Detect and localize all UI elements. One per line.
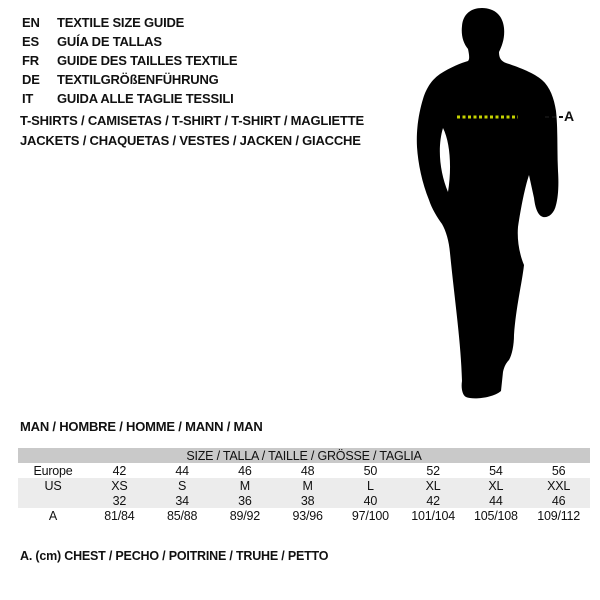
- man-silhouette-icon: [405, 5, 575, 405]
- table-cell: 85/88: [166, 508, 198, 523]
- section-title-man: MAN / HOMBRE / HOMME / MANN / MAN: [20, 419, 263, 434]
- table-cell: 81/84: [104, 508, 135, 523]
- language-title: GUÍA DE TALLAS: [57, 34, 162, 49]
- table-cell: 34: [151, 493, 214, 508]
- table-cell: L: [339, 478, 402, 493]
- language-code: EN: [22, 15, 40, 30]
- category-jackets: JACKETS / CHAQUETAS / VESTES / JACKEN / GIACCHE: [20, 133, 361, 148]
- table-cell: 93/96: [292, 508, 323, 523]
- language-code: ES: [22, 34, 39, 49]
- table-cell: 101/104: [411, 508, 456, 523]
- row-label: [18, 493, 88, 508]
- measurement-footnote: A. (cm) CHEST / PECHO / POITRINE / TRUHE / PETTO: [20, 549, 329, 563]
- table-cell: 40: [339, 493, 402, 508]
- table-row-europe: [18, 463, 590, 478]
- table-cell: M: [276, 478, 339, 493]
- row-label: Europe: [33, 463, 73, 478]
- table-header: SIZE / TALLA / TAILLE / GRÖSSE / TAGLIA: [18, 448, 590, 463]
- language-row: [22, 32, 237, 51]
- row-label: US: [18, 478, 88, 493]
- table-header-row: [18, 448, 590, 463]
- table-row-chest: [18, 508, 590, 523]
- language-title: TEXTILGRÖßENFÜHRUNG: [57, 72, 219, 87]
- row-label: A: [48, 508, 58, 523]
- table-cell: 109/112: [537, 508, 581, 523]
- language-title: TEXTILE SIZE GUIDE: [57, 15, 185, 30]
- table-row-us: [18, 478, 590, 493]
- table-cell: XS: [88, 478, 151, 493]
- table-cell: 48: [300, 463, 315, 478]
- language-row: [22, 89, 237, 108]
- language-row: [22, 13, 237, 32]
- man-silhouette-figure: [405, 5, 575, 405]
- language-code: DE: [22, 72, 40, 87]
- language-row: [22, 51, 237, 70]
- category-tshirts: T-SHIRTS / CAMISETAS / T-SHIRT / T-SHIRT / MAGLIETTE: [20, 113, 364, 128]
- size-table: [18, 448, 590, 523]
- language-row: [22, 70, 237, 89]
- table-cell: 46: [238, 463, 252, 478]
- table-cell: 97/100: [351, 508, 389, 523]
- table-cell: 46: [527, 493, 590, 508]
- table-cell: 42: [402, 493, 465, 508]
- table-cell: 44: [465, 493, 528, 508]
- table-cell: XL: [402, 478, 465, 493]
- table-cell: 89/92: [229, 508, 261, 523]
- language-code: IT: [22, 91, 34, 106]
- language-title: GUIDE DES TAILLES TEXTILE: [57, 53, 238, 68]
- table-cell: 42: [112, 463, 127, 478]
- language-guide: [22, 13, 237, 108]
- table-cell: 32: [88, 493, 151, 508]
- garment-categories: [20, 111, 364, 151]
- table-cell: 54: [489, 463, 503, 478]
- table-cell: 105/108: [473, 508, 518, 523]
- table-cell: 50: [363, 463, 378, 478]
- table-cell: 38: [276, 493, 339, 508]
- table-cell: 36: [214, 493, 277, 508]
- table-cell: S: [151, 478, 214, 493]
- table-row-us-numeric: [18, 493, 590, 508]
- language-code: FR: [22, 53, 39, 68]
- table-cell: 52: [426, 463, 440, 478]
- language-title: GUIDA ALLE TAGLIE TESSILI: [57, 91, 234, 106]
- table-cell: 44: [175, 463, 189, 478]
- table-cell: XXL: [527, 478, 590, 493]
- table-cell: 56: [551, 463, 566, 478]
- table-cell: XL: [465, 478, 528, 493]
- measure-label-a: A: [564, 108, 574, 124]
- table-cell: M: [214, 478, 277, 493]
